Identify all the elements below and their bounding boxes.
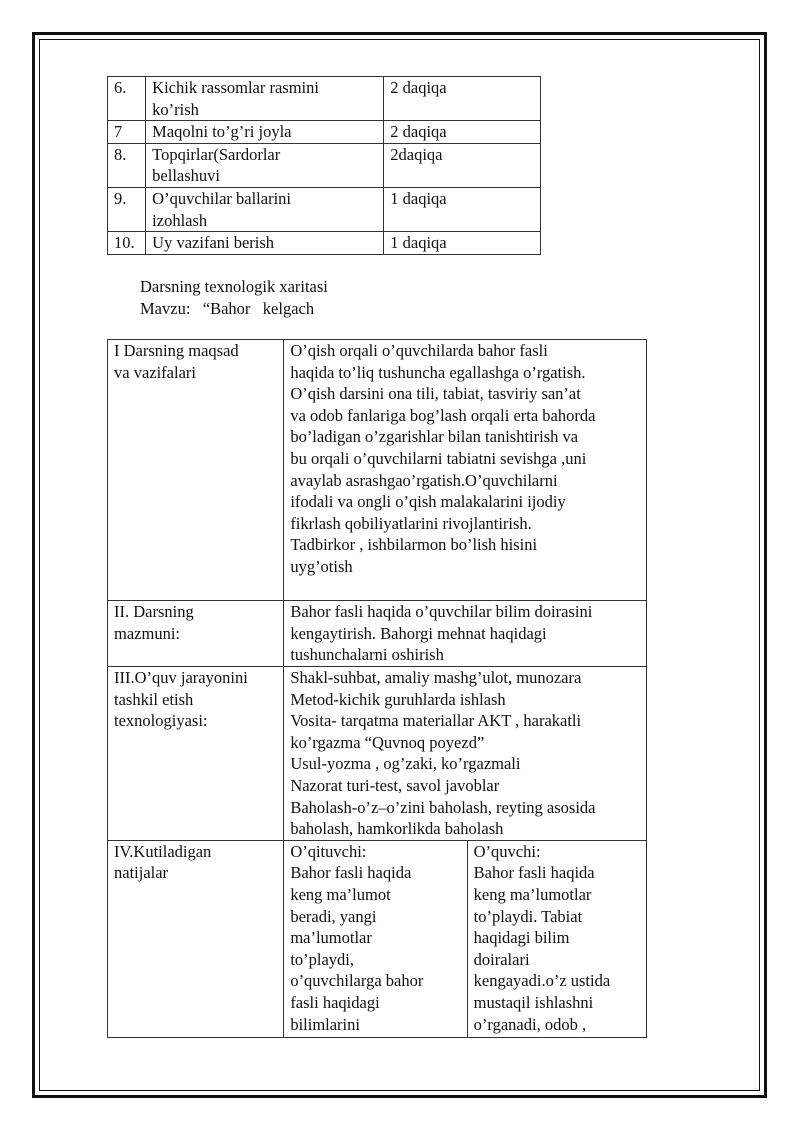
cell-text-line: va vazifalari <box>114 362 196 382</box>
activity-cell <box>146 143 384 187</box>
activity-cell <box>146 121 384 144</box>
process-label <box>108 667 284 841</box>
duration-cell: 2daqiqa <box>384 143 541 187</box>
cell-text-line: Bahor fasli haqida <box>290 863 412 883</box>
schedule-row <box>108 143 541 187</box>
cell-text-line: o’rganadi, odob , <box>473 1014 587 1034</box>
cell-text-line: fikrlash qobiliyatlarini rivojlantirish. <box>290 513 532 533</box>
cell-text-line: ifodali va ongli o’qish malakalarini ijodiy <box>290 492 566 512</box>
lesson-schedule-table <box>107 76 541 255</box>
heading-title: Darsning texnologik xaritasi <box>140 277 328 296</box>
cell-text-line: bu orqali o’quvchilarni tabiatni sevishga ,uni <box>290 448 587 468</box>
heading-topic: Mavzu: “Bahor kelgach <box>140 299 315 318</box>
process-row <box>108 667 647 841</box>
schedule-body <box>108 77 541 255</box>
cell-text-line: to’playdi, <box>290 949 355 969</box>
cell-text-line: I Darsning maqsad <box>114 341 239 360</box>
duration-cell: 1 daqiqa <box>384 187 541 231</box>
process-text <box>284 667 647 841</box>
student-results <box>467 840 646 1037</box>
cell-text-line: haqidagi bilim <box>473 928 570 948</box>
cell-text-line: IV.Kutiladigan <box>114 841 212 861</box>
cell-text-line: mustaqil ishlashni <box>473 992 594 1012</box>
cell-text-line: O’quvchi: <box>473 841 541 861</box>
row-number: 7 <box>108 121 146 144</box>
duration-cell: 2 daqiqa <box>384 121 541 144</box>
cell-text-line: mazmuni: <box>114 623 180 643</box>
cell-text-line: natijalar <box>114 863 169 883</box>
cell-text-line: O’qish orqali o’quvchilarda bahor fasli <box>290 341 548 360</box>
cell-text-line: O’qish darsini ona tili, tabiat, tasviriy san’at <box>290 384 581 404</box>
cell-text-line: kengaytirish. Bahorgi mehnat haqidagi <box>290 623 547 643</box>
cell-text-line: II. Darsning <box>114 602 194 621</box>
cell-text-line: ko’rgazma “Quvnoq poyezd” <box>290 732 485 752</box>
cell-text-line: Vosita- tarqatma materiallar AKT , harakatli <box>290 711 582 731</box>
cell-text-line: Usul-yozma , og’zaki, ko’rgazmali <box>290 754 521 774</box>
goals-label <box>108 340 284 601</box>
activity-cell <box>146 77 384 121</box>
cell-text-line: Metod-kichik guruhlarda ishlash <box>290 689 506 709</box>
activity-cell <box>146 232 384 255</box>
cell-text-line: haqida to’liq tushuncha egallashga o’rgatish. <box>290 362 586 382</box>
results-row <box>108 840 647 1037</box>
row-number: 8. <box>108 143 146 187</box>
content-label <box>108 601 284 667</box>
cell-text-line: beradi, yangi <box>290 906 377 926</box>
cell-text-line: Baholash-o’z–o’zini baholash, reyting asosida <box>290 797 596 817</box>
activity-text: Uy vazifani berish <box>152 233 275 253</box>
cell-text-line: fasli haqidagi <box>290 992 380 1012</box>
cell-text-line: keng ma’lumotlar <box>473 884 592 904</box>
teacher-results <box>284 840 467 1037</box>
activity-text: Maqolni to’g’ri joyla <box>152 122 292 142</box>
activity-text: Topqirlar(Sardorlar <box>152 144 281 164</box>
cell-text-line: keng ma’lumot <box>290 884 391 904</box>
section-heading <box>140 276 328 320</box>
goals-row <box>108 340 647 601</box>
cell-text-line: baholash, hamkorlikda baholash <box>290 819 504 839</box>
cell-text-line: Tadbirkor , ishbilarmon bo’lish hisini <box>290 535 538 555</box>
cell-text-line: ma’lumotlar <box>290 928 372 948</box>
row-number: 6. <box>108 77 146 121</box>
cell-text-line: bilimlarini <box>290 1014 360 1034</box>
schedule-row <box>108 232 541 255</box>
activity-text: Kichik rassomlar rasmini <box>152 78 319 97</box>
cell-text-line: Bahor fasli haqida o’quvchilar bilim doirasini <box>290 602 593 621</box>
cell-text-line: Bahor fasli haqida <box>473 863 595 883</box>
activity-text: O’quvchilar ballarini <box>152 188 291 208</box>
schedule-row <box>108 77 541 121</box>
activity-text: bellashuvi <box>152 166 220 186</box>
content-row <box>108 601 647 667</box>
cell-text-line: doiralari <box>473 949 530 969</box>
cell-text-line: tashkil etish <box>114 689 194 709</box>
activity-cell <box>146 187 384 231</box>
activity-text: izohlash <box>152 210 208 230</box>
cell-text-line: to’playdi. Tabiat <box>473 906 583 926</box>
goals-text <box>284 340 647 601</box>
cell-text-line: Shakl-suhbat, amaliy mashg’ulot, munozara <box>290 668 582 687</box>
row-number: 9. <box>108 187 146 231</box>
cell-text-line: bo’ladigan o’zgarishlar bilan tanishtirish va <box>290 427 579 447</box>
activity-text: ko’rish <box>152 99 199 119</box>
row-number: 10. <box>108 232 146 255</box>
cell-text-line: kengayadi.o’z ustida <box>473 971 611 991</box>
cell-text-line: tushunchalarni oshirish <box>290 645 444 665</box>
cell-text-line: Nazorat turi-test, savol javoblar <box>290 775 500 795</box>
cell-text-line: va odob fanlariga bog’lash orqali erta bahorda <box>290 405 596 425</box>
cell-text-line: avaylab asrashgao’rgatish.O’quvchilarni <box>290 470 558 490</box>
cell-text-line: texnologiyasi: <box>114 711 208 731</box>
technology-map-table <box>107 339 647 1038</box>
duration-cell: 1 daqiqa <box>384 232 541 255</box>
cell-text-line: o’quvchilarga bahor <box>290 971 424 991</box>
schedule-row <box>108 121 541 144</box>
content-text <box>284 601 647 667</box>
cell-text-line: uyg’otish <box>290 556 353 576</box>
schedule-row <box>108 187 541 231</box>
cell-text-line: O’qituvchi: <box>290 841 367 861</box>
results-label <box>108 840 284 1037</box>
cell-text-line: III.O’quv jarayonini <box>114 668 248 687</box>
duration-cell: 2 daqiqa <box>384 77 541 121</box>
